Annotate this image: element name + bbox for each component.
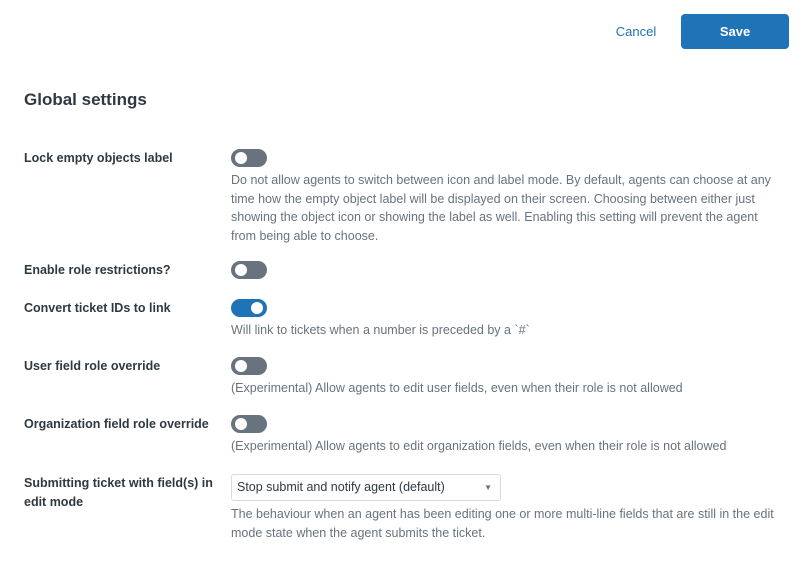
setting-label: Organization field role override	[24, 417, 209, 431]
toggle-knob	[251, 302, 263, 314]
edit-mode-behaviour-select[interactable]	[231, 474, 501, 501]
setting-control	[231, 357, 784, 398]
page-title: Global settings	[24, 90, 147, 109]
caret-down-icon: ▼	[484, 483, 492, 492]
toggle-knob	[235, 152, 247, 164]
select-value: Stop submit and notify agent (default)	[237, 480, 445, 494]
setting-label: Lock empty objects label	[24, 151, 173, 165]
setting-control	[231, 474, 784, 542]
setting-label: User field role override	[24, 359, 161, 373]
setting-control	[231, 261, 784, 279]
enable-role-restrictions-toggle[interactable]	[231, 261, 267, 279]
toggle-knob	[235, 360, 247, 372]
toggle-knob	[235, 264, 247, 276]
setting-description: The behaviour when an agent has been editing one or more multi-line fields that are still in the edit mode state when the agent submits the ticket.	[231, 507, 774, 540]
user-field-role-override-toggle[interactable]	[231, 357, 267, 375]
setting-control	[231, 415, 784, 456]
action-bar	[594, 14, 789, 49]
setting-label: Enable role restrictions?	[24, 263, 171, 277]
setting-control	[231, 299, 784, 340]
setting-label: Convert ticket IDs to link	[24, 301, 171, 315]
toggle-knob	[235, 418, 247, 430]
convert-ticket-ids-toggle[interactable]	[231, 299, 267, 317]
setting-label: Submitting ticket with field(s) in edit mode	[24, 476, 213, 509]
organization-field-role-override-toggle[interactable]	[231, 415, 267, 433]
cancel-button[interactable]: Cancel	[594, 14, 678, 49]
save-button[interactable]: Save	[681, 14, 789, 49]
setting-description: Will link to tickets when a number is preceded by a `#`	[231, 323, 530, 337]
setting-control	[231, 149, 784, 245]
setting-description: (Experimental) Allow agents to edit user fields, even when their role is not allowed	[231, 381, 683, 395]
setting-description: Do not allow agents to switch between icon and label mode. By default, agents can choose at any time how the empty object label will be displayed on their screen. Choosing between either just showing the object icon or showing the label as well. Enabling this setting will prevent the agent from being able to choose.	[231, 173, 771, 243]
setting-description: (Experimental) Allow agents to edit organization fields, even when their role is not allowed	[231, 439, 727, 453]
lock-empty-objects-label-toggle[interactable]	[231, 149, 267, 167]
